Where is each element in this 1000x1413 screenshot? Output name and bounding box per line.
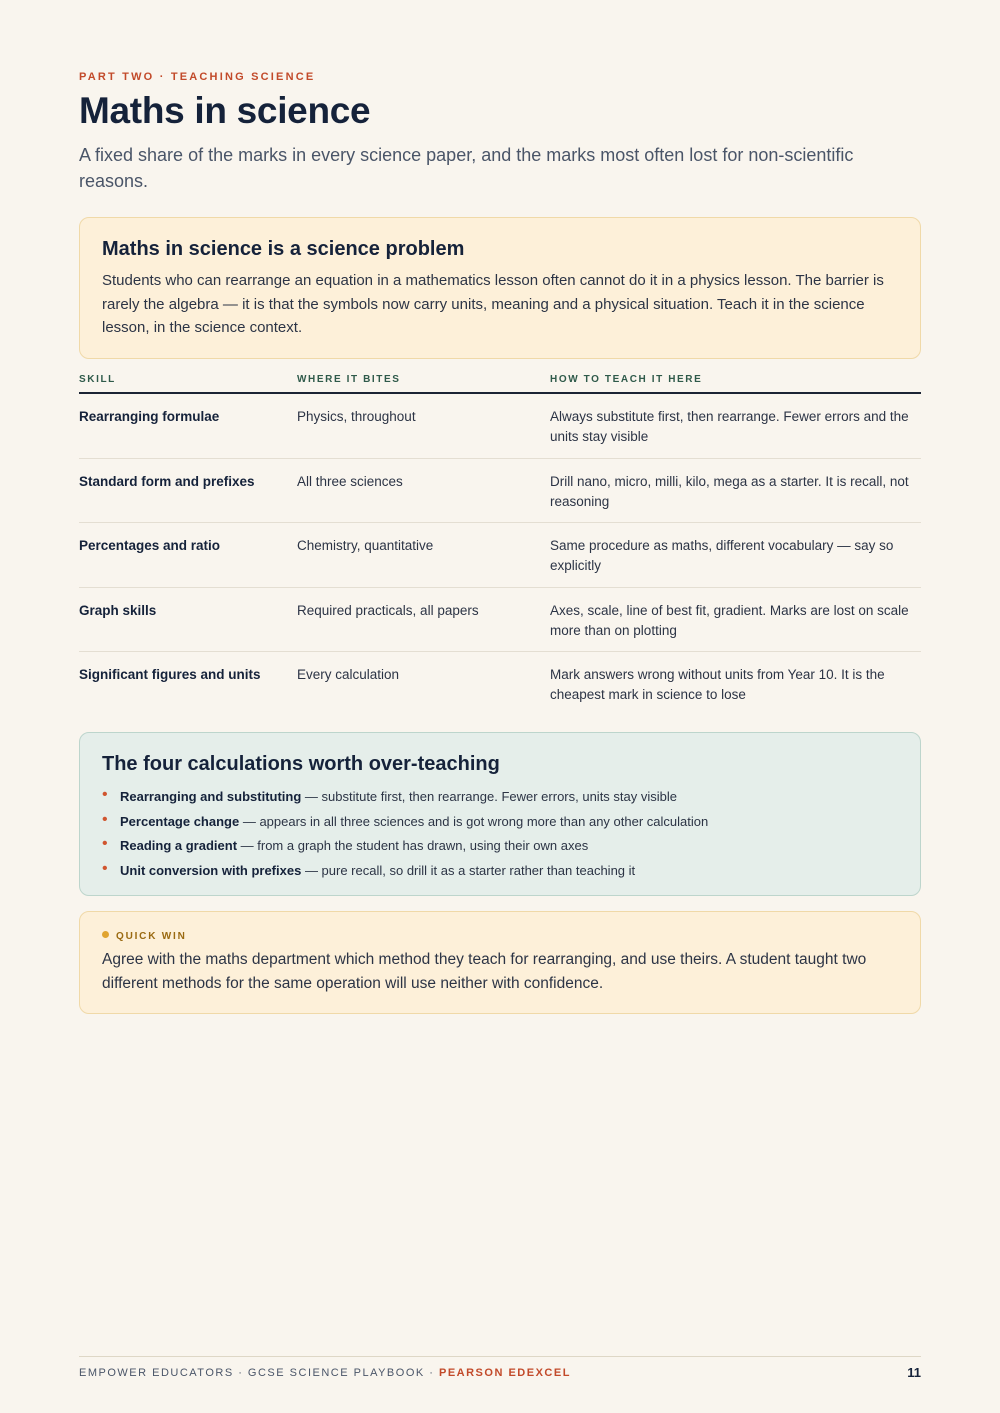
where-cell: Physics, throughout [297, 409, 416, 424]
footer-divider [79, 1356, 921, 1357]
page-subtitle: A fixed share of the marks in every science paper, and the marks most often lost for non-scientific reasons. [79, 145, 854, 191]
item-text: — appears in all three sciences and is got wrong more than any other calculation [239, 813, 709, 829]
science-problem-callout [79, 217, 921, 359]
callout-heading: The four calculations worth over-teaching [102, 753, 500, 775]
calculations-list [102, 785, 892, 883]
dot-icon [102, 931, 109, 938]
quick-win-label-text: QUICK WIN [116, 931, 187, 942]
where-cell: Chemistry, quantitative [297, 538, 434, 554]
how-cell: Same procedure as maths, different vocabulary — say so explicitly [550, 538, 894, 574]
table-header [79, 372, 921, 394]
callout-body: Students who can rearrange an equation in a mathematics lesson often cannot do it in a physics lesson. The barrier is rarely the algebra — it is that the symbols now carry units, meaning and a physical situation. Teach it in the science lesson, in the science context. [102, 272, 884, 336]
quick-win-callout [79, 911, 921, 1014]
item-text: — from a graph the student has drawn, using their own axes [237, 838, 589, 853]
skill-cell: Standard form and prefixes [79, 473, 255, 489]
column-header-where: WHERE IT BITES [297, 374, 401, 385]
table-row [79, 588, 921, 653]
column-header-skill: SKILL [79, 374, 116, 385]
column-header-how: HOW TO TEACH IT HERE [550, 374, 703, 385]
page [79, 0, 921, 1413]
bullet-icon: • [102, 859, 108, 877]
page-number: 11 [907, 1365, 921, 1380]
list-item [102, 785, 892, 810]
skill-cell: Graph skills [79, 602, 157, 618]
bullet-icon: • [102, 835, 108, 852]
list-item [102, 810, 892, 835]
section-eyebrow: PART TWO · TEACHING SCIENCE [79, 71, 316, 83]
quick-win-label [102, 931, 187, 942]
where-cell: Every calculation [297, 667, 400, 683]
four-calculations-callout [79, 732, 921, 896]
item-title: Reading a gradient [120, 838, 238, 853]
skill-cell: Percentages and ratio [79, 538, 221, 554]
table-row [79, 523, 921, 588]
page-title: Maths in science [79, 90, 371, 131]
list-item [102, 859, 892, 884]
where-cell: Required practicals, all papers [297, 602, 479, 618]
how-cell: Axes, scale, line of best fit, gradient. Marks are lost on scale more than on plotting [550, 602, 909, 638]
table-row [79, 652, 921, 717]
how-cell: Drill nano, micro, milli, kilo, mega as a starter. It is recall, not reasoning [550, 473, 909, 509]
footer [79, 1367, 921, 1379]
table-row [79, 394, 921, 459]
quick-win-body: Agree with the maths department which method they teach for rearranging, and use theirs. A student taught two different methods for the same operation will use neither with confidence. [102, 951, 867, 992]
where-cell: All three sciences [297, 473, 403, 489]
bullet-icon: • [102, 810, 108, 828]
footer-text: EMPOWER EDUCATORS · GCSE SCIENCE PLAYBOOK · [79, 1367, 439, 1379]
item-text: — substitute first, then rearrange. Fewer errors, units stay visible [301, 789, 677, 804]
callout-heading: Maths in science is a science problem [102, 238, 465, 260]
table-row [79, 459, 921, 524]
item-title: Unit conversion with prefixes [120, 862, 302, 878]
skill-cell: Rearranging formulae [79, 409, 220, 424]
how-cell: Always substitute first, then rearrange. Fewer errors and the units stay visible [550, 409, 909, 444]
skills-table [79, 372, 921, 717]
list-item [102, 834, 892, 859]
item-title: Rearranging and substituting [120, 789, 302, 804]
bullet-icon: • [102, 786, 108, 803]
item-text: — pure recall, so drill it as a starter rather than teaching it [301, 862, 636, 878]
footer-brand: PEARSON EDEXCEL [439, 1367, 571, 1379]
skill-cell: Significant figures and units [79, 667, 261, 683]
item-title: Percentage change [120, 813, 240, 829]
how-cell: Mark answers wrong without units from Year 10. It is the cheapest mark in science to lose [550, 667, 885, 703]
